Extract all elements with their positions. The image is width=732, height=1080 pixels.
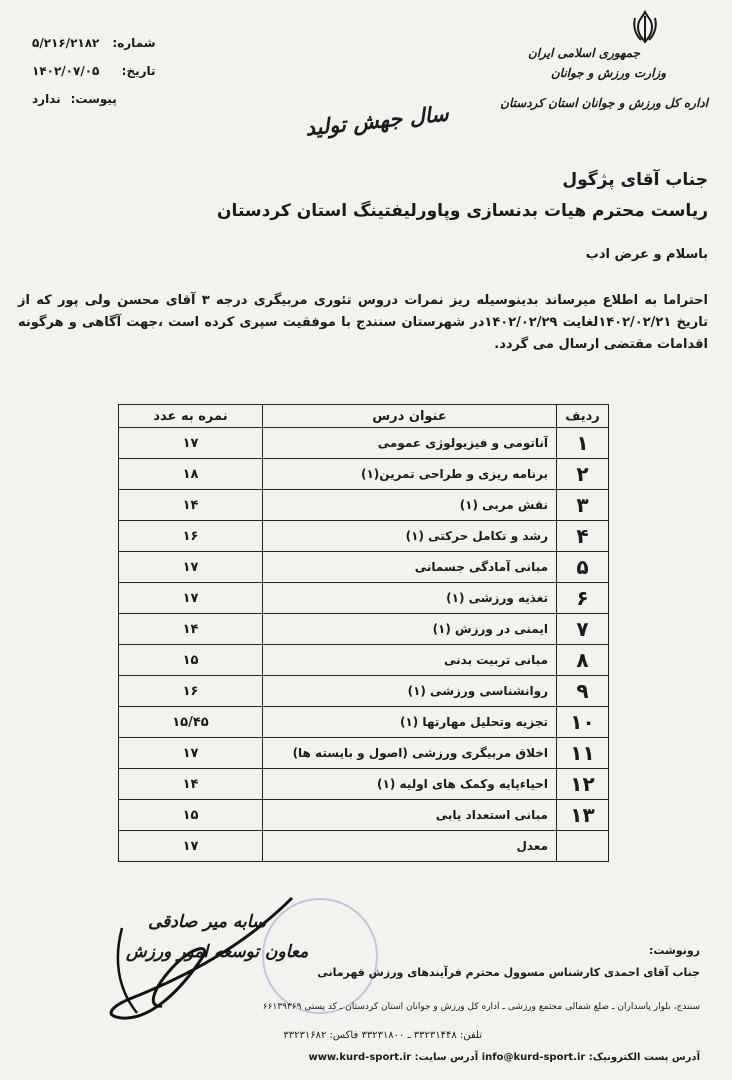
phone-fax: تلفن: ۳۳۲۳۱۴۴۸ ـ ۳۳۲۳۱۸۰۰ فاکس: ۳۳۲۳۱۶۸۲ — [283, 1030, 482, 1041]
signer-name: سابه میر صادقی — [148, 912, 267, 932]
table-row — [119, 645, 609, 676]
course-title: رشد و تکامل حرکتی (۱) — [263, 521, 557, 552]
year-slogan: سال جهش تولید — [304, 100, 450, 141]
course-title: آناتومی و فیزیولوژی عمومی — [263, 428, 557, 459]
table-row — [119, 769, 609, 800]
table-row — [119, 738, 609, 769]
cc-recipient: جناب آقای احمدی کارشناس مسوول محترم فرآیندهای ورزش قهرمانی — [317, 966, 700, 979]
grades-table — [118, 404, 609, 862]
average-empty-cell — [557, 831, 609, 862]
addressee-name: جناب آقای پژگول — [562, 170, 708, 190]
letter-date-label: تاریخ: — [121, 64, 156, 78]
header-course-title: عنوان درس — [263, 405, 557, 428]
course-title: مبانی تربیت بدنی — [263, 645, 557, 676]
table-row — [119, 707, 609, 738]
letter-number-value: ۵/۲۱۶/۲۱۸۲ — [32, 36, 100, 50]
table-row — [119, 490, 609, 521]
table-row — [119, 614, 609, 645]
row-number: ۳ — [557, 490, 609, 521]
course-title: مبانی آمادگی جسمانی — [263, 552, 557, 583]
table-row — [119, 676, 609, 707]
row-number: ۱۲ — [557, 769, 609, 800]
table-row — [119, 459, 609, 490]
course-grade: ۱۷ — [119, 738, 263, 769]
letter-number — [32, 36, 156, 50]
row-number: ۹ — [557, 676, 609, 707]
letter-date — [32, 64, 156, 78]
org-line-ministry: وزارت ورزش و جوانان — [550, 66, 666, 80]
course-grade: ۱۷ — [119, 583, 263, 614]
table-row — [119, 583, 609, 614]
table-row — [119, 800, 609, 831]
cc-label: رونوشت: — [648, 944, 700, 957]
header-row-number: ردیف — [557, 405, 609, 428]
course-title: تغذیه ورزشی (۱) — [263, 583, 557, 614]
course-title: ایمنی در ورزش (۱) — [263, 614, 557, 645]
course-title: تجزیه وتحلیل مهارتها (۱) — [263, 707, 557, 738]
course-grade: ۱۸ — [119, 459, 263, 490]
header-grade: نمره به عدد — [119, 405, 263, 428]
row-number: ۱۱ — [557, 738, 609, 769]
email-website: آدرس پست الکترونیک: info@kurd-sport.ir آدرس سایت: www.kurd-sport.ir — [308, 1052, 700, 1063]
org-line-country: جمهوری اسلامی ایران — [527, 46, 640, 60]
average-label: معدل — [263, 831, 557, 862]
addressee-title: ریاست محترم هیات بدنسازی وپاورلیفتینگ استان کردستان — [217, 201, 708, 221]
org-line-department: اداره کل ورزش و جوانان استان کردستان — [500, 96, 708, 110]
course-grade: ۱۷ — [119, 428, 263, 459]
letter-attachment — [32, 92, 117, 106]
iran-emblem-icon — [630, 10, 660, 44]
course-grade: ۱۵ — [119, 645, 263, 676]
course-grade: ۱۷ — [119, 552, 263, 583]
course-grade: ۱۴ — [119, 614, 263, 645]
course-grade: ۱۵/۴۵ — [119, 707, 263, 738]
table-row — [119, 428, 609, 459]
table-header-row — [119, 405, 609, 428]
row-number: ۱۰ — [557, 707, 609, 738]
course-title: اخلاق مربیگری ورزشی (اصول و بایسته ها) — [263, 738, 557, 769]
letter-number-label: شماره: — [112, 36, 156, 50]
row-number: ۱ — [557, 428, 609, 459]
table-row — [119, 521, 609, 552]
row-number: ۵ — [557, 552, 609, 583]
course-grade: ۱۵ — [119, 800, 263, 831]
course-grade: ۱۶ — [119, 676, 263, 707]
letter-date-value: ۱۴۰۲/۰۷/۰۵ — [32, 64, 100, 78]
signer-role: معاون توسعه امور ورزش — [126, 942, 309, 962]
greeting: باسلام و عرض ادب — [585, 247, 708, 262]
average-row — [119, 831, 609, 862]
course-grade: ۱۴ — [119, 490, 263, 521]
row-number: ۲ — [557, 459, 609, 490]
course-title: برنامه ریزی و طراحی تمرین(۱) — [263, 459, 557, 490]
table-row — [119, 552, 609, 583]
course-grade: ۱۴ — [119, 769, 263, 800]
course-title: روانشناسی ورزشی (۱) — [263, 676, 557, 707]
letter-attachment-label: پیوست: — [70, 92, 117, 106]
letter-attachment-value: ندارد — [32, 92, 61, 106]
row-number: ۴ — [557, 521, 609, 552]
average-value: ۱۷ — [119, 831, 263, 862]
row-number: ۷ — [557, 614, 609, 645]
course-title: نقش مربی (۱) — [263, 490, 557, 521]
office-address: سنندج، بلوار پاسداران ـ ضلع شمالی مجتمع ورزشی ـ اداره کل ورزش و جوانان استان کردستان ـ کد پستی ۶۶۱۳۹۳۶۹ — [262, 1002, 700, 1012]
course-title: احیاءپایه وکمک های اولیه (۱) — [263, 769, 557, 800]
row-number: ۸ — [557, 645, 609, 676]
letter-paragraph: احتراما به اطلاع میرساند بدینوسیله ریز نمرات دروس تئوری مربیگری درجه ۳ آقای محسن ولی پور که از تاریخ ۱۴۰۲/۰۲/۲۱لغایت ۱۴۰۲/۰۲/۲۹در شهرستان سنندج با موفقیت سپری کرده است ،جهت آگاهی و هرگونه اقدامات مقتضی ارسال می گردد. — [18, 293, 708, 352]
row-number: ۶ — [557, 583, 609, 614]
course-title: مبانی استعداد یابی — [263, 800, 557, 831]
course-grade: ۱۶ — [119, 521, 263, 552]
row-number: ۱۳ — [557, 800, 609, 831]
